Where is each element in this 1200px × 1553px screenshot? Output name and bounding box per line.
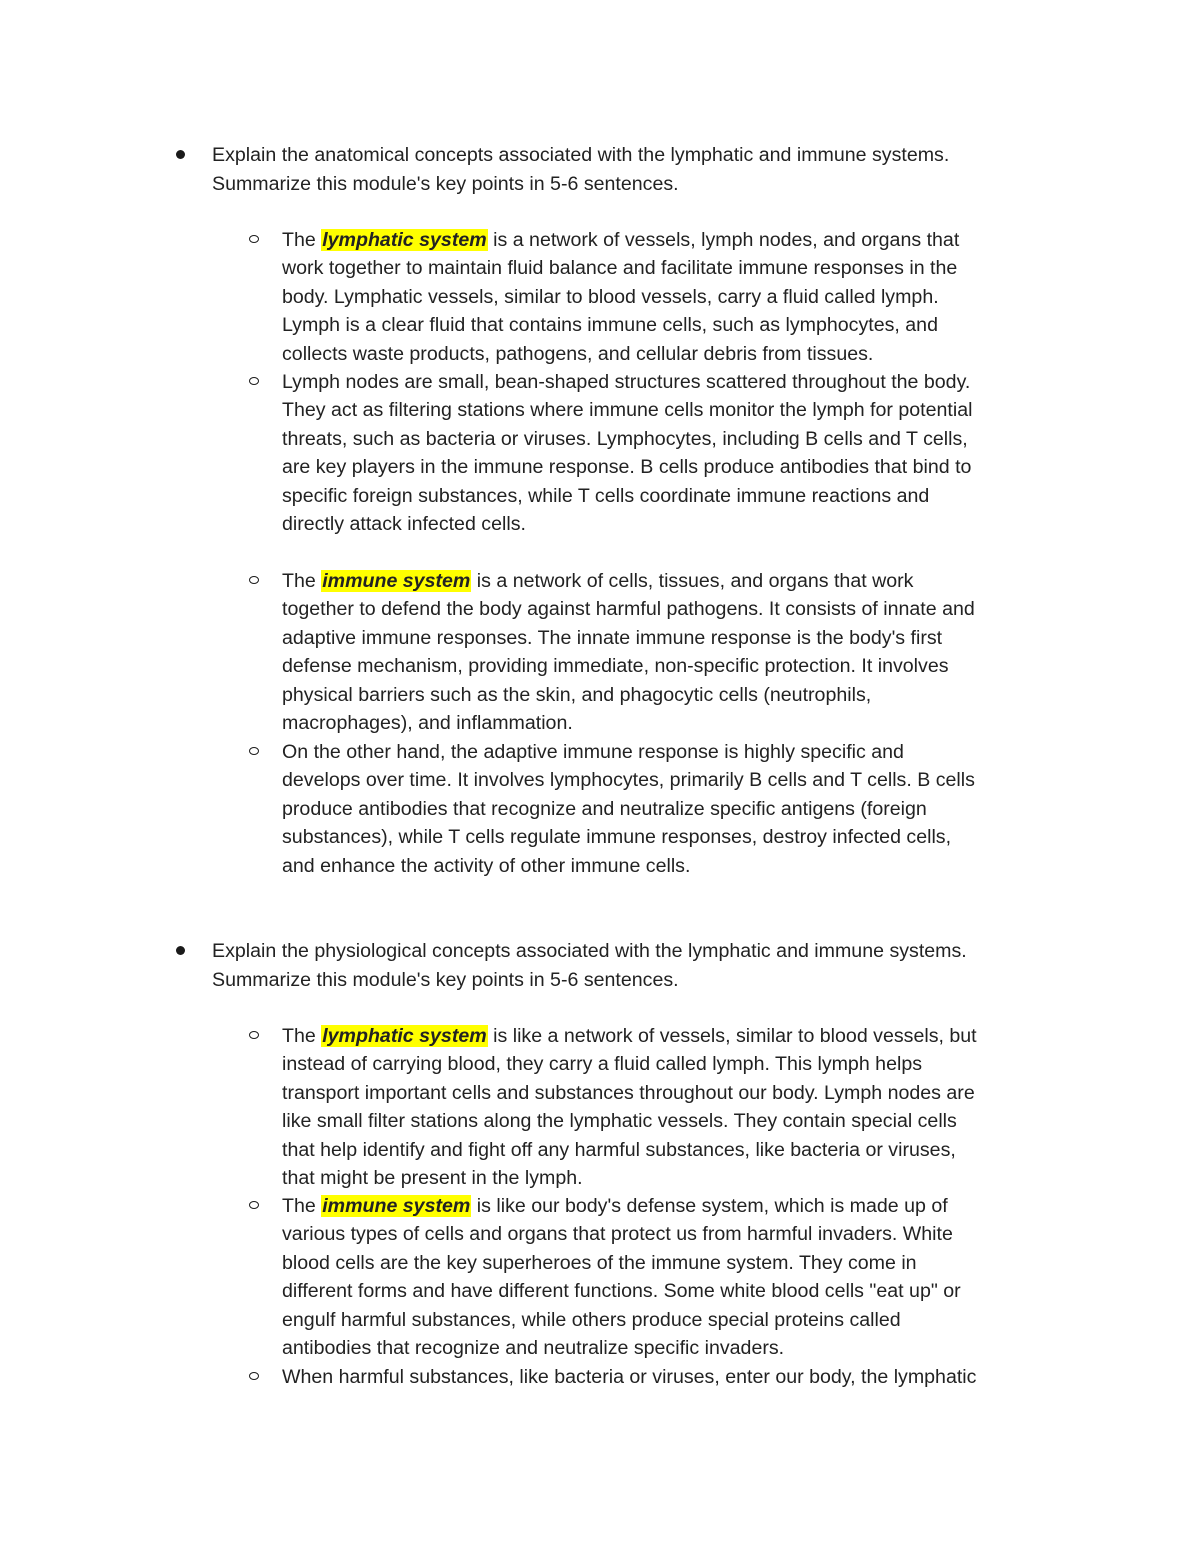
question-item-physiological [176,937,1056,994]
text-segment: The [282,570,322,592]
text-line: antibodies that recognize and neutralize specific invaders. [282,1337,785,1360]
text-line: together to defend the body against harmful pathogens. It consists of innate and [282,598,975,621]
sub-point-text [282,567,1069,737]
text-segment: The [282,229,322,251]
highlighted-term: lymphatic system [322,229,487,251]
sub-point-immune-physiology [249,1192,1069,1362]
sub-point-harmful-substances [249,1363,1069,1391]
sub-point-text [282,226,1069,368]
text-line: that help identify and fight off any harmful substances, like bacteria or viruses, [282,1138,956,1161]
question-line: Explain the physiological concepts associated with the lymphatic and immune systems. [212,940,967,962]
text-line: transport important cells and substances throughout our body. Lymph nodes are [282,1081,975,1104]
text-line: develops over time. It involves lymphocytes, primarily B cells and T cells. B cells [282,769,975,792]
text-segment: is like a network of vessels, similar to blood vessels, but [487,1025,977,1047]
text-line: work together to maintain fluid balance and facilitate immune responses in the [282,257,958,280]
text-line: that might be present in the lymph. [282,1167,583,1190]
text-line: Lymph is a clear fluid that contains immune cells, such as lymphocytes, and [282,314,938,337]
text-segment: The [282,1195,322,1217]
sub-point-lymphatic-physiology [249,1022,1069,1192]
text-line: collects waste products, pathogens, and cellular debris from tissues. [282,342,874,365]
sub-point-adaptive-response [249,738,1069,880]
text-line: blood cells are the key superheroes of the immune system. They come in [282,1251,917,1274]
bullet-circle-icon [249,377,259,385]
text-line: engulf harmful substances, while others produce special proteins called [282,1308,901,1331]
text-line: produce antibodies that recognize and neutralize specific antigens (foreign [282,797,927,820]
bullet-circle-icon [249,576,259,584]
sub-point-text [282,1022,1069,1192]
highlighted-term: immune system [322,1195,471,1217]
text-segment: is like our body's defense system, which is made up of [471,1195,948,1217]
bullet-dot-icon [176,946,185,955]
text-line: specific foreign substances, while T cells coordinate immune reactions and [282,484,930,507]
highlighted-term: lymphatic system [322,1025,487,1047]
text-line: various types of cells and organs that protect us from harmful invaders. White [282,1223,953,1246]
text-line: Lymph nodes are small, bean-shaped structures scattered throughout the body. [282,371,971,393]
bullet-circle-icon [249,747,259,755]
sub-point-immune-anatomy [249,567,1069,737]
text-line: substances), while T cells regulate immune responses, destroy infected cells, [282,826,952,849]
highlighted-term: immune system [322,570,471,592]
question-text [212,141,1056,198]
sub-point-lymphatic-anatomy [249,226,1069,368]
text-line: like small filter stations along the lymphatic vessels. They contain special cells [282,1110,957,1133]
text-line: On the other hand, the adaptive immune response is highly specific and [282,741,904,763]
question-line: Summarize this module's key points in 5-6 sentences. [212,172,679,195]
text-line: and enhance the activity of other immune cells. [282,854,691,877]
text-line: threats, such as bacteria or viruses. Lymphocytes, including B cells and T cells, [282,427,968,450]
bullet-circle-icon [249,235,259,243]
text-segment: is a network of cells, tissues, and organs that work [471,570,914,592]
question-text [212,937,1056,994]
text-line: When harmful substances, like bacteria or viruses, enter our body, the lymphatic [282,1366,977,1388]
text-line: defense mechanism, providing immediate, non-specific protection. It involves [282,655,949,678]
sub-point-text [282,368,1069,538]
text-line: macrophages), and inflammation. [282,712,573,735]
sub-point-lymph-nodes [249,368,1069,538]
bullet-circle-icon [249,1201,259,1209]
text-line: are key players in the immune response. B cells produce antibodies that bind to [282,456,972,479]
question-line: Explain the anatomical concepts associated with the lymphatic and immune systems. [212,144,950,166]
text-line: adaptive immune responses. The innate immune response is the body's first [282,626,943,649]
sub-point-text [282,1192,1069,1362]
bullet-circle-icon [249,1031,259,1039]
text-line: instead of carrying blood, they carry a fluid called lymph. This lymph helps [282,1053,923,1076]
question-line: Summarize this module's key points in 5-6 sentences. [212,968,679,991]
text-line: different forms and have different functions. Some white blood cells "eat up" or [282,1280,961,1303]
sub-point-text [282,738,1069,880]
text-line: body. Lymphatic vessels, similar to blood vessels, carry a fluid called lymph. [282,285,939,308]
bullet-circle-icon [249,1372,259,1380]
bullet-dot-icon [176,150,185,159]
text-segment: is a network of vessels, lymph nodes, and organs that [487,229,960,251]
question-item-anatomical [176,141,1056,198]
text-line: directly attack infected cells. [282,513,526,536]
text-line: They act as filtering stations where immune cells monitor the lymph for potential [282,399,973,422]
sub-point-text [282,1363,1069,1391]
text-line: physical barriers such as the skin, and phagocytic cells (neutrophils, [282,683,872,706]
text-segment: The [282,1025,322,1047]
